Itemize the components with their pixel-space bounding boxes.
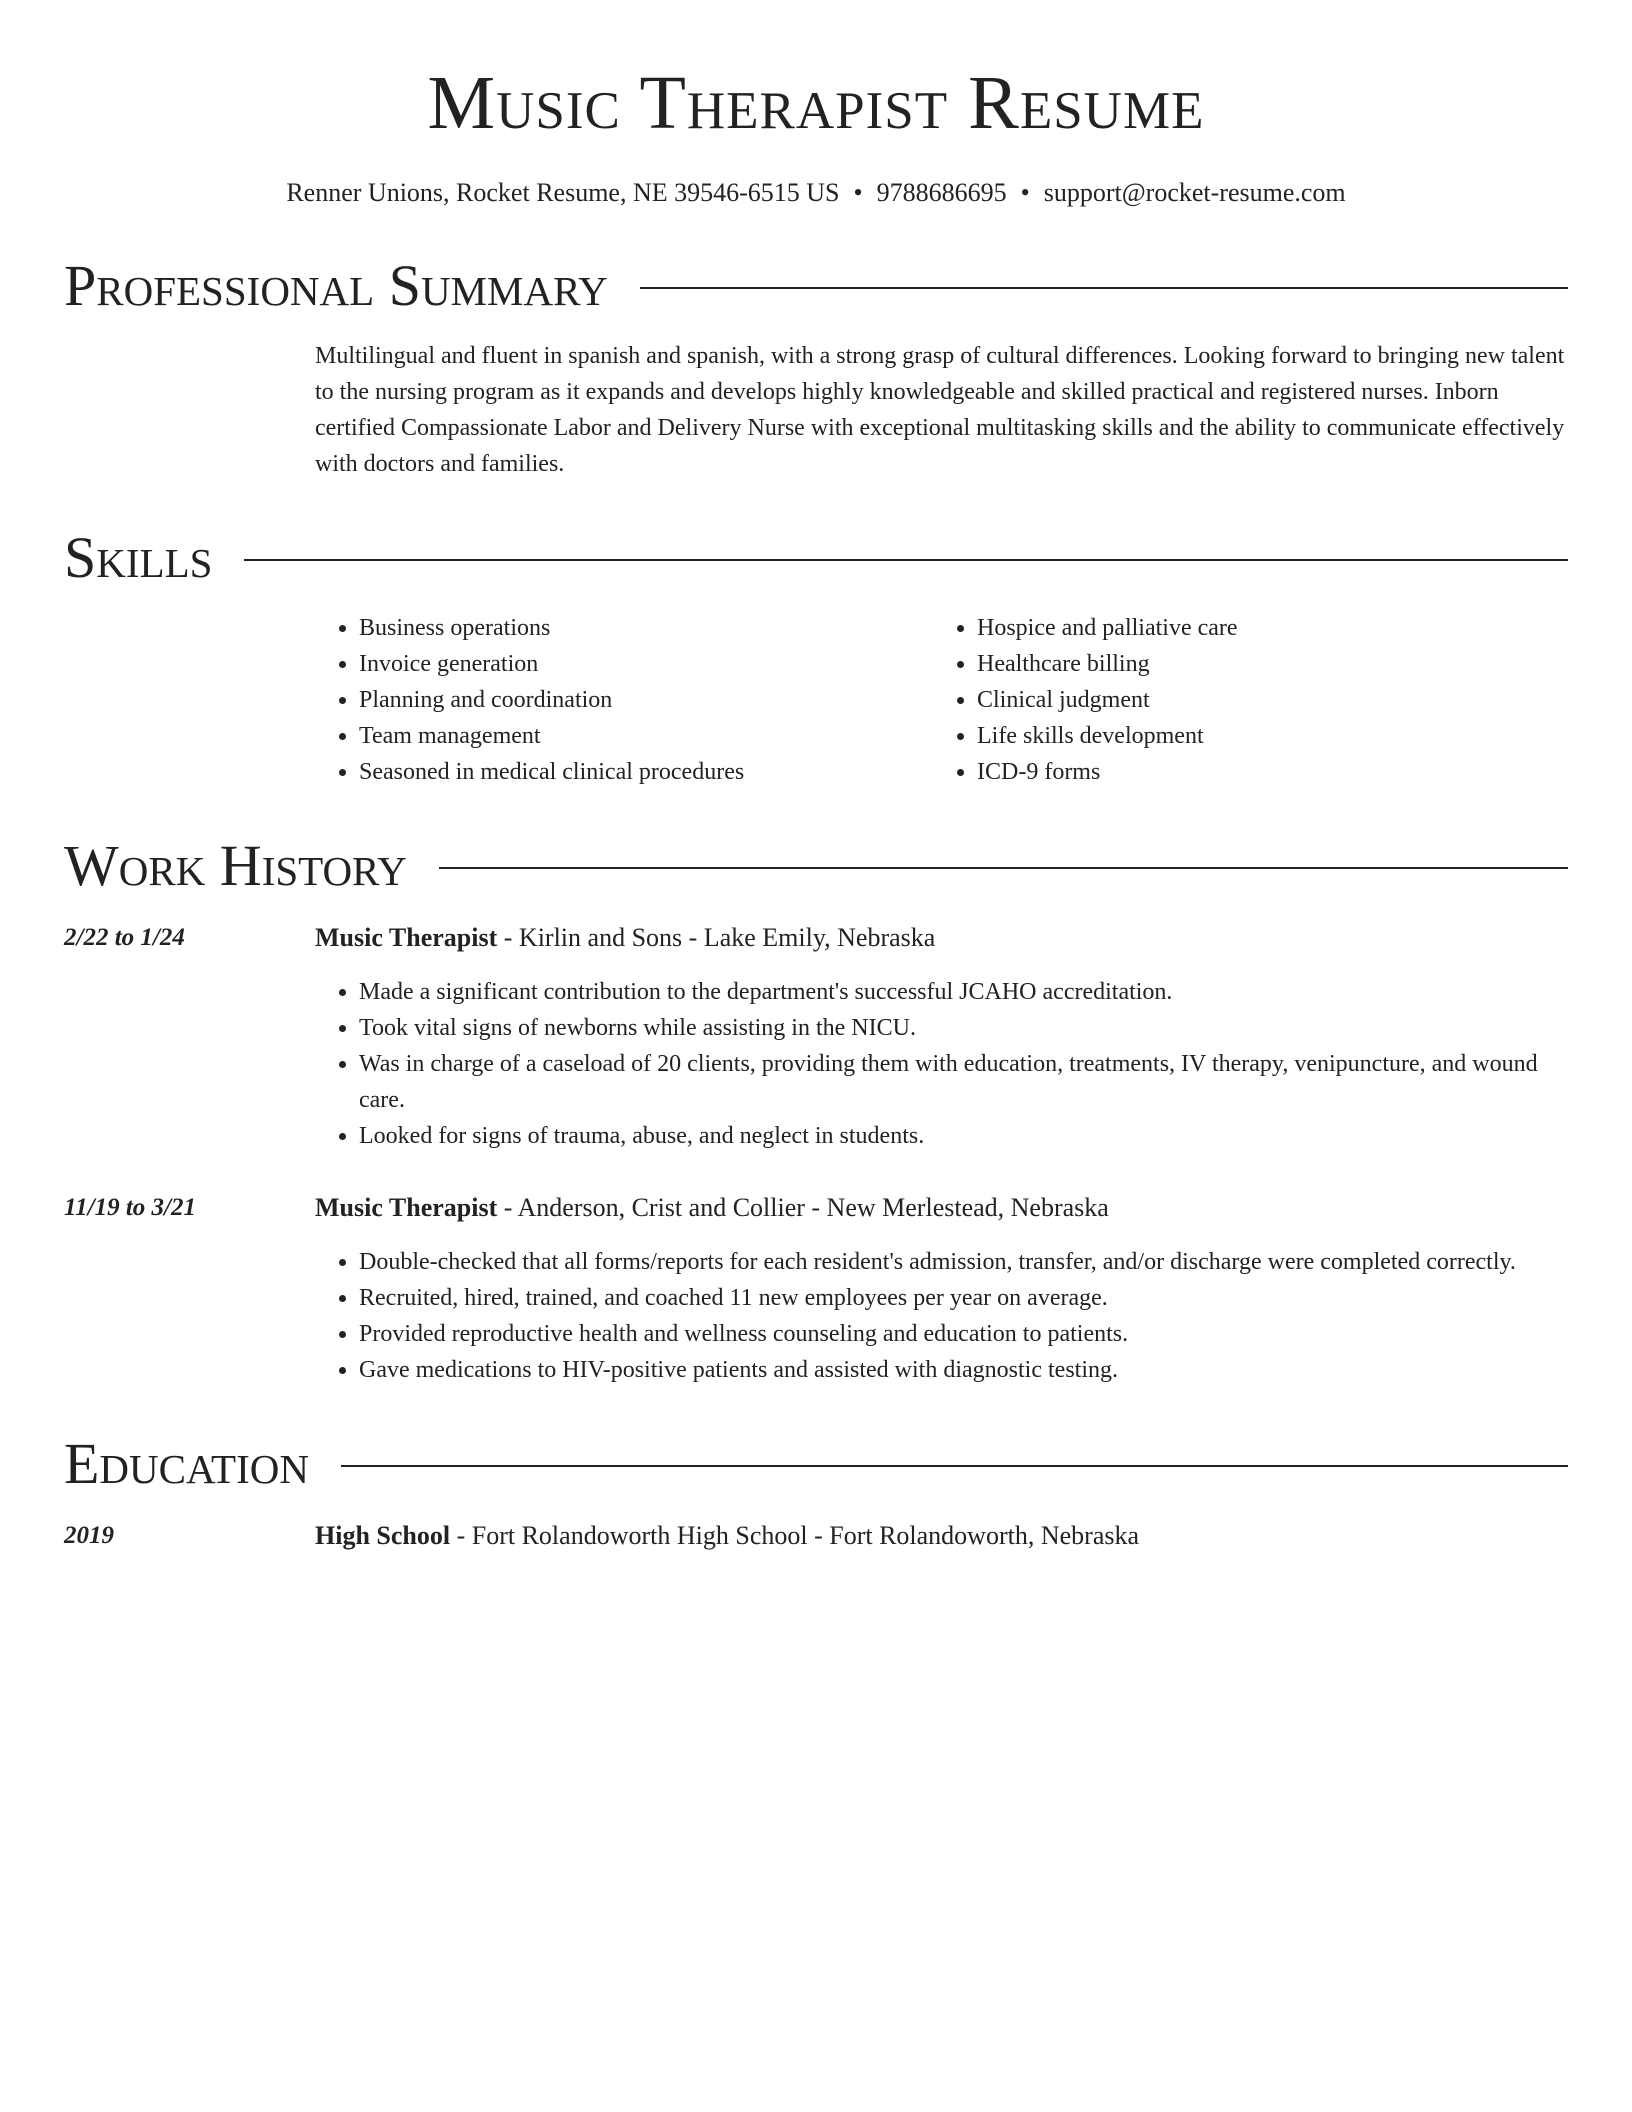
contact-separator: • — [1020, 178, 1030, 207]
job-bullet: • Double-checked that all forms/reports for each resident's admission, transfer, and/or discharge were completed correctly. — [359, 1244, 1568, 1280]
work-heading: Work History — [64, 833, 407, 898]
skills-section-header — [64, 526, 1568, 590]
resume-title: Music Therapist Resume — [427, 61, 1205, 145]
contact-email: support@rocket-resume.com — [1043, 178, 1346, 207]
work-section — [64, 920, 1568, 1388]
skill-item: • ICD-9 forms — [977, 754, 1551, 790]
education-degree: High School — [315, 1521, 451, 1550]
skill-item: • Seasoned in medical clinical procedures — [359, 754, 933, 790]
contact-separator: • — [853, 178, 863, 207]
job-details: - Anderson, Crist and Collier - New Merlestead, Nebraska — [497, 1193, 1109, 1222]
job-bullet: • Provided reproductive health and wellness counseling and education to patients. — [359, 1316, 1568, 1352]
skill-item: • Life skills development — [977, 718, 1551, 754]
contact-phone: 9788686695 — [876, 178, 1007, 207]
job-role: Music Therapist — [315, 923, 498, 952]
section-divider — [244, 559, 1568, 561]
job-bullet: • Gave medications to HIV-positive patients and assisted with diagnostic testing. — [359, 1352, 1568, 1388]
education-heading-line — [315, 1518, 1568, 1554]
job-bullet: • Made a significant contribution to the department's successful JCAHO accreditation. — [359, 974, 1568, 1010]
section-divider — [341, 1465, 1568, 1467]
job-bullet: • Was in charge of a caseload of 20 clients, providing them with education, treatments, IV therapy, venipuncture, and wound care. — [359, 1046, 1568, 1118]
education-section — [64, 1518, 1568, 1554]
job-dates: 2/22 to 1/24 — [64, 924, 185, 951]
contact-line — [64, 176, 1568, 210]
skill-item: • Business operations — [359, 610, 933, 646]
job-heading — [315, 920, 1568, 956]
skills-section — [315, 610, 1568, 790]
skill-item: • Clinical judgment — [977, 682, 1551, 718]
skill-item: • Planning and coordination — [359, 682, 933, 718]
job-bullets — [315, 1244, 1568, 1388]
education-content — [315, 1518, 1568, 1554]
job-content — [315, 920, 1568, 1154]
skills-heading: Skills — [64, 525, 213, 590]
skills-list-right — [933, 610, 1551, 790]
job-role: Music Therapist — [315, 1193, 498, 1222]
education-details: - Fort Rolandoworth High School - Fort Rolandoworth, Nebraska — [450, 1521, 1140, 1550]
skill-item: • Healthcare billing — [977, 646, 1551, 682]
skill-item: • Team management — [359, 718, 933, 754]
education-section-header — [64, 1432, 1568, 1496]
education-heading: Education — [64, 1431, 309, 1496]
work-section-header — [64, 834, 1568, 898]
job-bullet: • Recruited, hired, trained, and coached 11 new employees per year on average. — [359, 1280, 1568, 1316]
summary-heading: Professional Summary — [64, 253, 608, 318]
job-dates: 11/19 to 3/21 — [64, 1194, 196, 1221]
contact-address: Renner Unions, Rocket Resume, NE 39546-6515 US — [286, 178, 840, 207]
job-bullet: • Looked for signs of trauma, abuse, and neglect in students. — [359, 1118, 1568, 1154]
skill-item: • Invoice generation — [359, 646, 933, 682]
summary-section — [315, 338, 1568, 482]
job-details: - Kirlin and Sons - Lake Emily, Nebraska — [497, 923, 936, 952]
job-content — [315, 1190, 1568, 1388]
job-bullets — [315, 974, 1568, 1154]
summary-text: Multilingual and fluent in spanish and spanish, with a strong grasp of cultural differences. Looking forward to bringing new talent to the nursing program as it expands and develops highly knowledgeable and skilled practical and registered nurses. Inborn certified Compassionate Labor and Delivery Nurse with exceptional multitasking skills and the ability to communicate effectively with doctors and families. — [315, 343, 1565, 477]
skill-item: • Hospice and palliative care — [977, 610, 1551, 646]
job-entry — [64, 1190, 1568, 1388]
job-entry — [64, 920, 1568, 1154]
education-entry — [64, 1518, 1568, 1554]
section-divider — [640, 287, 1568, 289]
skills-list-left — [315, 610, 933, 790]
job-heading — [315, 1190, 1568, 1226]
education-year: 2019 — [64, 1522, 114, 1549]
job-bullet: • Took vital signs of newborns while assisting in the NICU. — [359, 1010, 1568, 1046]
section-divider — [439, 867, 1568, 869]
summary-section-header — [64, 254, 1568, 318]
